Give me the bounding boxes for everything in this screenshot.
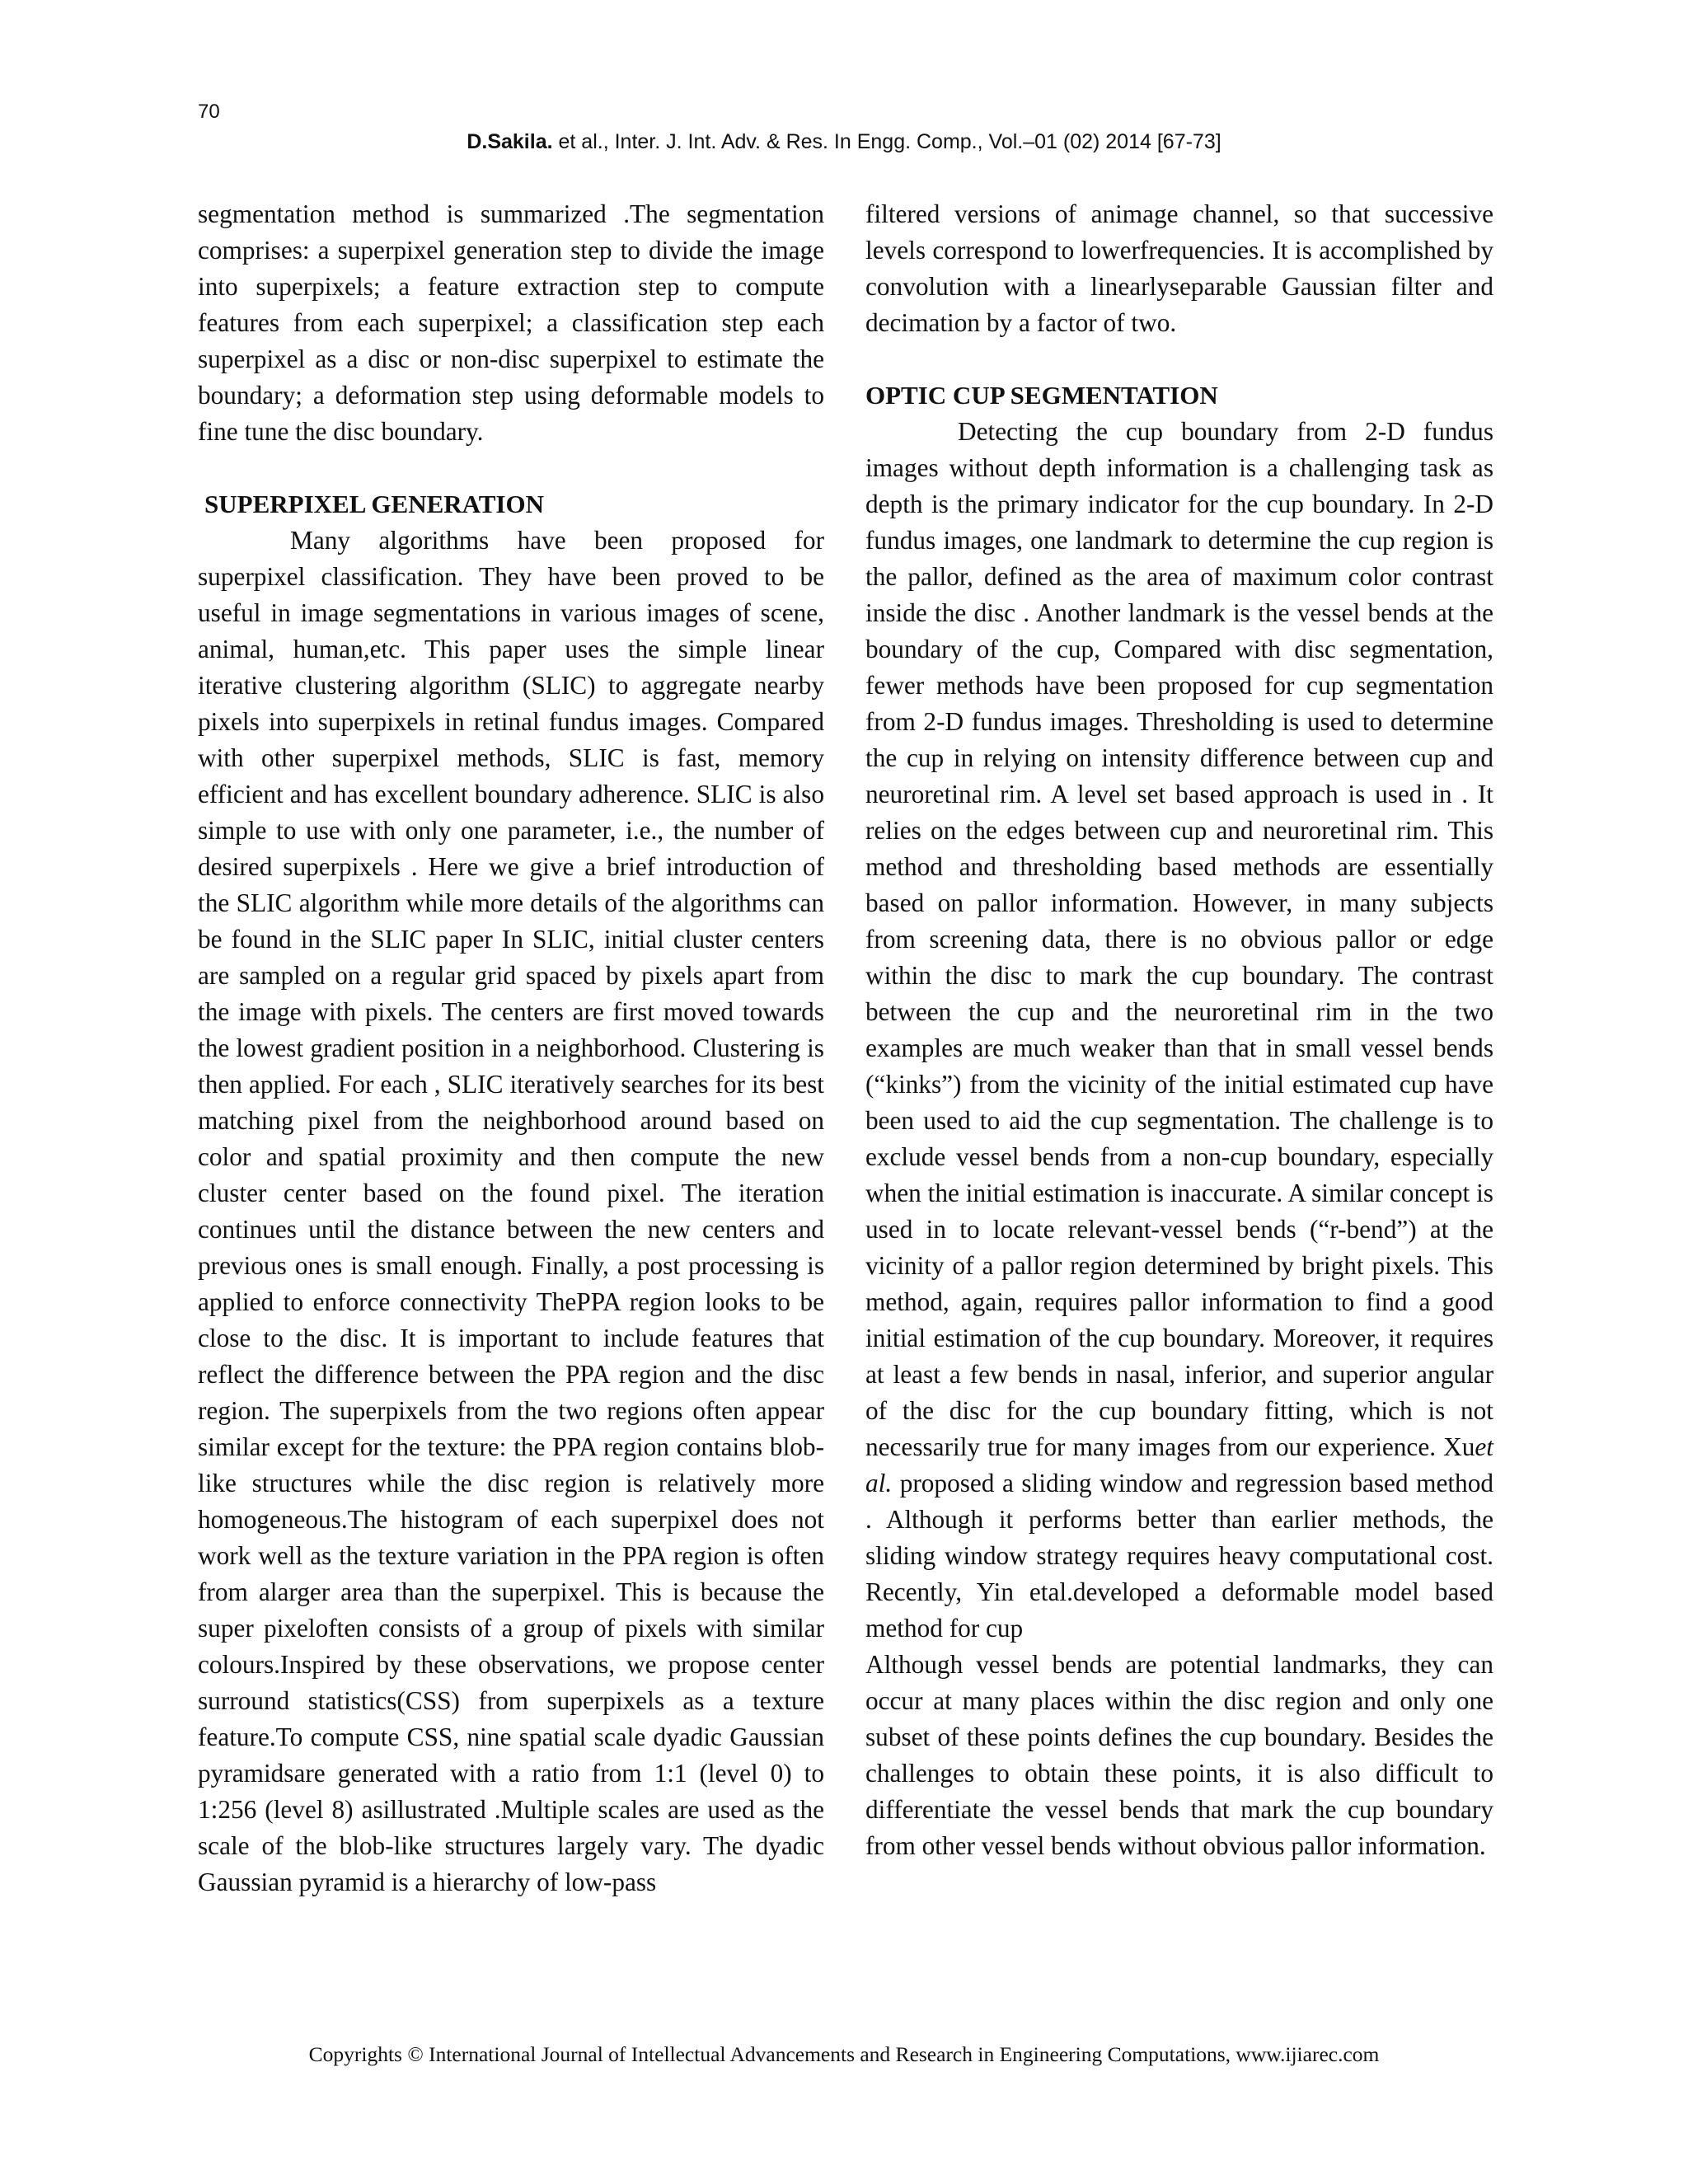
left-column: [198, 196, 824, 1900]
final-paragraph: Although vessel bends are potential landmarks, they can occur at many places within the disc region and only one subset of these points defines the cup boundary. Besides the challenges to obtain these points, it is also difficult to differentiate the vessel bends that mark the cup boundary from other vessel bends without obvious pallor information.: [865, 1650, 1493, 1860]
running-header: [0, 130, 1688, 154]
superpixel-body-paragraph: Many algorithms have been proposed for superpixel classification. They have been proved to be useful in image segmentations in various images of scene, animal, human,etc. This paper uses the simple linear iterative clustering algorithm (SLIC) to aggregate nearby pixels into superpixels in retinal fundus images. Compared with other superpixel methods, SLIC is fast, memory efficient and has excellent boundary adherence. SLIC is also simple to use with only one parameter, i.e., the number of desired superpixels . Here we give a brief introduction of the SLIC algorithm while more details of the algorithms can be found in the SLIC paper In SLIC, initial cluster centers are sampled on a regular grid spaced by pixels apart from the image with pixels. The centers are first moved towards the lowest gradient position in a neighborhood. Clustering is then applied. For each , SLIC iteratively searches for its best matching pixel from the neighborhood around based on color and spatial proximity and then compute the new cluster center based on the found pixel. The iteration continues until the distance between the new centers and previous ones is small enough. Finally, a post processing is applied to enforce connectivity ThePPA region looks to be close to the disc. It is important to include features that reflect the difference between the PPA region and the disc region. The superpixels from the two regions often appear similar except for the texture: the PPA region contains blob-like structures while the disc region is relatively more homogeneous.The histogram of each superpixel does not work well as the texture variation in the PPA region is often from alarger area than the superpixel. This is because the super pixeloften consists of a group of pixels with similar colours.Inspired by these observations, we propose center surround statistics(CSS) from superpixels as a texture feature.To compute CSS, nine spatial scale dyadic Gaussian pyramidsare generated with a ratio from 1:1 (level 0) to 1:256 (level 8) asillustrated .Multiple scales are used as the scale of the blob-like structures largely vary. The dyadic Gaussian pyramid is a hierarchy of low-pass: [198, 526, 824, 1896]
optic-cup-body-part1: Detecting the cup boundary from 2-D fundus images without depth information is a challenging task as depth is the primary indicator for the cup boundary. In 2-D fundus images, one landmark to determine the cup region is the pallor, defined as the area of maximum color contrast inside the disc . Another landmark is the vessel bends at the boundary of the cup, Compared with disc segmentation, fewer methods have been proposed for cup segmentation from 2-D fundus images. Thresholding is used to determine the cup in relying on intensity difference between cup and neuroretinal rim. A level set based approach is used in . It relies on the edges between cup and neuroretinal rim. This method and thresholding based methods are essentially based on pallor information. However, in many subjects from screening data, there is no obvious pallor or edge within the disc to mark the cup boundary. The contrast between the cup and the neuroretinal rim in the two examples are much weaker than that in small vessel bends (“kinks”) from the vicinity of the initial estimated cup have been used to aid the cup segmentation. The challenge is to exclude vessel bends from a non-cup boundary, especially when the initial estimation is inaccurate. A similar concept is used in to locate relevant-vessel bends (“r-bend”) at the vicinity of a pallor region determined by bright pixels. This method, again, requires pallor information to find a good initial estimation of the cup boundary. Moreover, it requires at least a few bends in nasal, inferior, and superior angular of the disc for the cup boundary fitting, which is not necessarily true for many images from our experience. Xu: [865, 417, 1493, 1461]
section-heading-superpixel-generation: SUPERPIXEL GENERATION: [204, 490, 544, 518]
page-number: 70: [198, 101, 220, 123]
header-author: D.Sakila.: [467, 130, 553, 153]
section-heading-optic-cup-segmentation: OPTIC CUP SEGMENTATION: [865, 381, 1218, 410]
optic-cup-body-paragraph: [865, 414, 1493, 1647]
right-column: [865, 196, 1493, 1864]
optic-cup-body-italic: et al.: [865, 1432, 1493, 1497]
intro-paragraph: segmentation method is summarized .The segmentation comprises: a superpixel generation step to divide the image into superpixels; a feature extraction step to compute features from each superpixel; a classification step each superpixel as a disc or non-disc superpixel to estimate the boundary; a deformation step using deformable models to fine tune the disc boundary.: [198, 199, 824, 446]
header-citation: et al., Inter. J. Int. Adv. & Res. In Engg. Comp., Vol.–01 (02) 2014 [67-73]: [552, 130, 1221, 153]
continuation-paragraph: filtered versions of animage channel, so that successive levels correspond to lowerfrequencies. It is accomplished by convolution with a linearlyseparable Gaussian filter and decimation by a factor of two.: [865, 199, 1493, 337]
optic-cup-body-part2: proposed a sliding window and regression based method . Although it performs better than earlier methods, the sliding window strategy requires heavy computational cost. Recently, Yin etal.developed a deformable model based method for cup: [865, 1469, 1493, 1643]
copyright-footer: Copyrights © International Journal of Intellectual Advancements and Research in Engineering Computations, www.ijiarec.com: [308, 2042, 1380, 2066]
